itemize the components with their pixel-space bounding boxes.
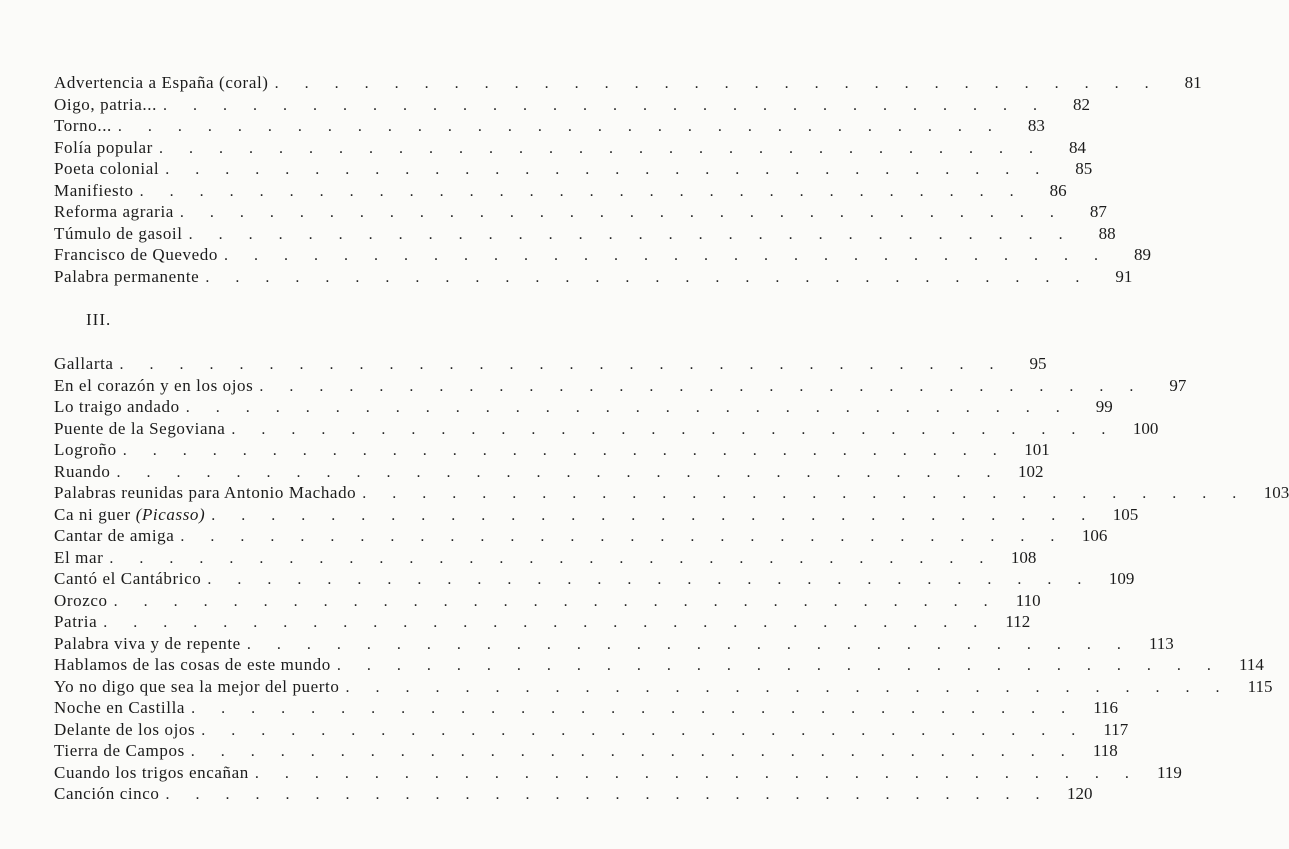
toc-entry — [54, 158, 1093, 180]
dot-leader: . . . . . . . . . . . . . . . . . . . . . . . . . . . . . . — [246, 635, 1132, 653]
toc-entry-title: Palabra permanente — [54, 266, 200, 286]
toc-entry — [54, 676, 1273, 698]
toc-entry — [54, 568, 1135, 590]
toc-entry-page: 118 — [1092, 741, 1118, 760]
dot-leader: . . . . . . . . . . . . . . . . . . . . . . . . . . . . . . — [158, 139, 1044, 157]
toc-entry-page: 105 — [1112, 504, 1139, 524]
toc-entry-title: Ca ni guer (Picasso) — [54, 504, 206, 524]
toc-entry-title: Reforma agraria — [54, 202, 174, 221]
dot-leader: . . . . . . . . . . . . . . . . . . . . . . . . . . . . . . — [259, 377, 1145, 395]
toc-entry — [54, 375, 1187, 397]
toc-entry-title: Yo no digo que sea la mejor del puerto — [54, 676, 340, 696]
toc-entry-page: 88 — [1098, 223, 1116, 243]
toc-entry-page: 115 — [1247, 676, 1273, 696]
toc-entry — [54, 244, 1152, 266]
toc-entry-page: 112 — [1005, 612, 1031, 631]
dot-leader: . . . . . . . . . . . . . . . . . . . . . . . . . . . . . . — [165, 786, 1051, 803]
dot-leader: . . . . . . . . . . . . . . . . . . . . . . . . . . . . . . — [190, 743, 1076, 760]
toc-entry-page: 89 — [1134, 245, 1152, 264]
toc-entry — [54, 418, 1159, 440]
toc-group-two — [54, 353, 1289, 805]
dot-leader: . . . . . . . . . . . . . . . . . . . . . . . . . . . . . . — [113, 592, 999, 610]
dot-leader: . . . . . . . . . . . . . . . . . . . . . . . . . . . . . . — [139, 182, 1025, 200]
toc-entry-title: Tierra de Campos — [54, 741, 185, 760]
toc-entry-title: Torno... — [54, 116, 112, 135]
dot-leader: . . . . . . . . . . . . . . . . . . . . . . . . . . . . . . — [362, 485, 1248, 502]
toc-entry-title: Cantó el Cantábrico — [54, 569, 202, 588]
toc-entry-title: Logroño — [54, 440, 117, 459]
toc-entry — [54, 94, 1090, 116]
toc-entry-page: 109 — [1108, 569, 1135, 588]
toc-entry-title: Francisco de Quevedo — [54, 245, 219, 264]
toc-entry — [54, 783, 1093, 805]
toc-entry-title: Oigo, patria... — [54, 94, 157, 114]
toc-entry-page: 84 — [1068, 137, 1086, 157]
dot-leader: . . . . . . . . . . . . . . . . . . . . . . . . . . . . . . — [117, 118, 1003, 135]
dot-leader: . . . . . . . . . . . . . . . . . . . . . . . . . . . . . . — [188, 225, 1074, 243]
dot-leader: . . . . . . . . . . . . . . . . . . . . . . . . . . . . . . — [109, 549, 995, 567]
toc-entry — [54, 353, 1047, 375]
toc-entry-title: Palabra viva y de repente — [54, 633, 241, 653]
toc-entry-page: 117 — [1103, 719, 1129, 739]
dot-leader: . . . . . . . . . . . . . . . . . . . . . . . . . . . . . . — [103, 614, 989, 631]
toc-entry — [54, 740, 1118, 762]
toc-entry — [54, 266, 1133, 288]
toc-entry — [54, 201, 1107, 223]
toc-entry-title: Delante de los ojos — [54, 719, 196, 739]
dot-leader: . . . . . . . . . . . . . . . . . . . . . . . . . . . . . . — [179, 204, 1065, 221]
toc-entry-page: 106 — [1081, 526, 1108, 545]
toc-entry-title: Poeta colonial — [54, 159, 160, 178]
toc-entry — [54, 525, 1108, 547]
toc-entry — [54, 504, 1139, 526]
toc-entry — [54, 762, 1182, 784]
toc-entry-page: 83 — [1027, 116, 1045, 135]
toc-entry-page: 102 — [1017, 461, 1044, 481]
toc-entry-page: 81 — [1184, 73, 1202, 92]
toc-entry-title: Cuando los trigos encañan — [54, 762, 249, 782]
toc-entry — [54, 633, 1174, 655]
toc-entry-page: 110 — [1015, 590, 1041, 610]
toc-entry-title: El mar — [54, 547, 104, 567]
dot-leader: . . . . . . . . . . . . . . . . . . . . . . . . . . . . . . — [119, 356, 1005, 373]
toc-entry — [54, 547, 1037, 569]
toc-entry — [54, 396, 1113, 418]
dot-leader: . . . . . . . . . . . . . . . . . . . . . . . . . . . . . . — [207, 571, 1093, 588]
toc-entry-page: 113 — [1148, 633, 1174, 653]
dot-leader: . . . . . . . . . . . . . . . . . . . . . . . . . . . . . . — [122, 442, 1008, 459]
dot-leader: . . . . . . . . . . . . . . . . . . . . . . . . . . . . . . — [180, 528, 1066, 545]
toc-entry-page: 99 — [1095, 397, 1113, 416]
toc-entry — [54, 719, 1129, 741]
toc-entry — [54, 590, 1041, 612]
dot-leader: . . . . . . . . . . . . . . . . . . . . . . . . . . . . . . — [211, 506, 1097, 524]
toc-entry-title: Patria — [54, 612, 98, 631]
toc-entry — [54, 611, 1031, 633]
toc-entry-title: En el corazón y en los ojos — [54, 375, 254, 395]
toc-entry — [54, 482, 1289, 504]
toc-entry — [54, 115, 1045, 137]
toc-entry-page: 82 — [1072, 94, 1090, 114]
toc-entry-page: 95 — [1029, 354, 1047, 373]
dot-leader: . . . . . . . . . . . . . . . . . . . . . . . . . . . . . . — [191, 700, 1077, 717]
dot-leader: . . . . . . . . . . . . . . . . . . . . . . . . . . . . . . — [231, 420, 1117, 438]
toc-entry — [54, 180, 1067, 202]
toc-entry — [54, 223, 1116, 245]
toc-entry-title: Gallarta — [54, 354, 114, 373]
toc-entry-page: 91 — [1115, 266, 1133, 286]
toc-entry-page: 119 — [1157, 762, 1182, 782]
toc-entry-page: 100 — [1132, 418, 1159, 438]
toc-entry-title: Orozco — [54, 590, 108, 610]
toc-entry-title: Canción cinco — [54, 784, 160, 803]
toc-entry-page: 116 — [1093, 698, 1119, 717]
dot-leader: . . . . . . . . . . . . . . . . . . . . . . . . . . . . . . — [116, 463, 1002, 481]
toc-entry-title: Puente de la Segoviana — [54, 418, 226, 438]
dot-leader: . . . . . . . . . . . . . . . . . . . . . . . . . . . . . . — [201, 721, 1087, 739]
toc-entry-title: Lo traigo andado — [54, 397, 180, 416]
toc-entry-title: Hablamos de las cosas de este mundo — [54, 655, 331, 674]
toc-entry-page: 86 — [1049, 180, 1067, 200]
toc-entry — [54, 137, 1086, 159]
dot-leader: . . . . . . . . . . . . . . . . . . . . . . . . . . . . . . — [162, 96, 1048, 114]
toc-group-one — [54, 72, 1202, 287]
toc-entry-page: 120 — [1067, 784, 1093, 803]
dot-leader: . . . . . . . . . . . . . . . . . . . . . . . . . . . . . . — [336, 657, 1222, 674]
dot-leader: . . . . . . . . . . . . . . . . . . . . . . . . . . . . . . — [224, 247, 1110, 264]
toc-entry-page: 114 — [1239, 655, 1264, 674]
toc-entry — [54, 72, 1202, 94]
dot-leader: . . . . . . . . . . . . . . . . . . . . . . . . . . . . . . — [185, 399, 1071, 416]
toc-entry-title: Ruando — [54, 461, 111, 481]
toc-entry-title: Noche en Castilla — [54, 698, 186, 717]
toc-entry-page: 87 — [1089, 202, 1107, 221]
toc-entry — [54, 461, 1044, 483]
dot-leader: . . . . . . . . . . . . . . . . . . . . . . . . . . . . . . — [165, 161, 1051, 178]
table-of-contents — [54, 72, 1289, 805]
toc-entry-title: Advertencia a España (coral) — [54, 73, 269, 92]
toc-entry-title: Folía popular — [54, 137, 153, 157]
toc-entry-page: 85 — [1075, 159, 1093, 178]
toc-entry — [54, 439, 1050, 461]
toc-entry-title: Palabras reunidas para Antonio Machado — [54, 483, 357, 502]
toc-entry — [54, 697, 1119, 719]
dot-leader: . . . . . . . . . . . . . . . . . . . . . . . . . . . . . . — [205, 268, 1091, 286]
dot-leader: . . . . . . . . . . . . . . . . . . . . . . . . . . . . . . — [254, 764, 1140, 782]
dot-leader: . . . . . . . . . . . . . . . . . . . . . . . . . . . . . . — [274, 75, 1160, 92]
toc-entry-title: Túmulo de gasoil — [54, 223, 183, 243]
toc-entry — [54, 654, 1264, 676]
toc-entry-title: Cantar de amiga — [54, 526, 175, 545]
toc-entry-page: 103 — [1263, 483, 1289, 502]
toc-entry-title: Manifiesto — [54, 180, 134, 200]
toc-entry-page: 97 — [1169, 375, 1187, 395]
dot-leader: . . . . . . . . . . . . . . . . . . . . . . . . . . . . . . — [345, 678, 1231, 696]
section-heading: III. — [86, 310, 112, 329]
toc-entry-title-italic: (Picasso) — [135, 504, 206, 524]
toc-entry-page: 101 — [1024, 440, 1050, 459]
toc-entry-page: 108 — [1010, 547, 1037, 567]
